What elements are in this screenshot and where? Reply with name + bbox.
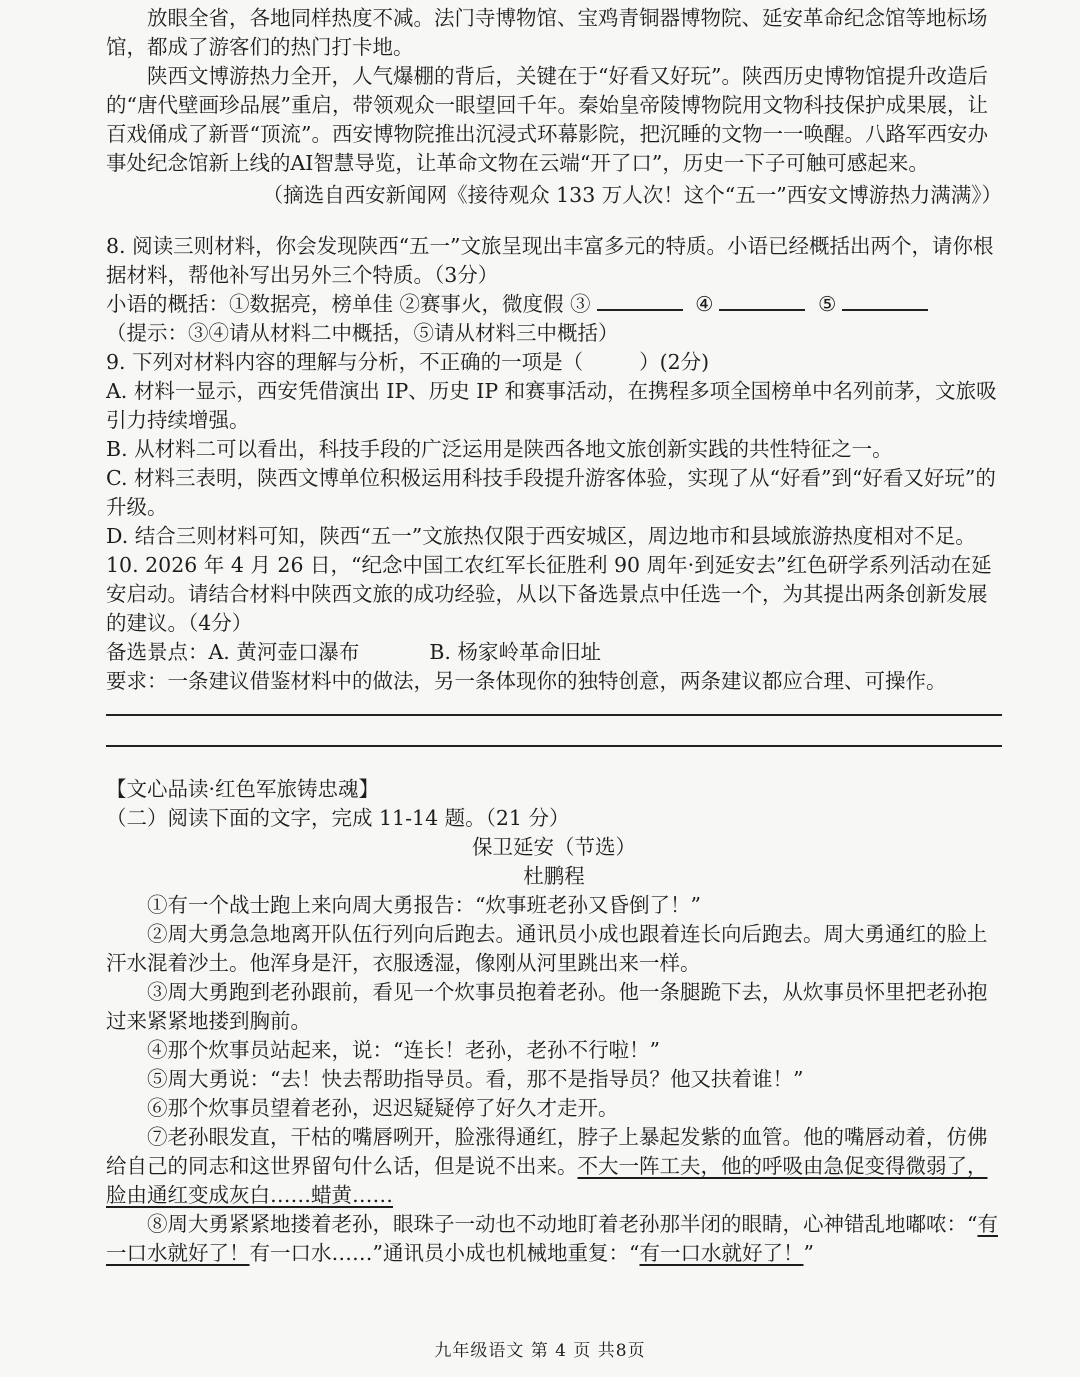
q10-options (106, 638, 1002, 667)
p8-text-a: ⑧周大勇紧紧地搂着老孙，眼珠子一动也不动地盯着老孙那半闭的眼睛，心神错乱地嘟哝：“ (147, 1212, 978, 1236)
passage-author: 杜鹏程 (523, 864, 585, 888)
p8-underlined-1: 有一口水就好了！ (106, 1212, 998, 1265)
q10-option-a: A. 黄河壶口瀑布 (208, 640, 360, 664)
answer-line-1[interactable] (106, 714, 1002, 716)
passage-paragraph-4: ④那个炊事员站起来，说：“连长！老孙，老孙不行啦！” (147, 1038, 660, 1062)
passage-body (106, 891, 1002, 1268)
p7-underlined-sentence: 不大一阵工夫，他的呼吸由急促变得微弱了，脸由通红变成灰白……蜡黄…… (106, 1154, 988, 1207)
q9-option-b: B. 从材料二可以看出，科技手段的广泛运用是陕西各地文旅创新实践的共性特征之一。 (106, 437, 893, 461)
passage-paragraph-7 (106, 1123, 1002, 1210)
q10-stem: 10. 2026 年 4 月 26 日，“纪念中国工农红军长征胜利 90 周年·到延安去”红色研学系列活动在延安启动。请结合材料中陕西文旅的成功经验，从以下备选景点中任选一个，为其提出两条创新发展的建议。（4分） (106, 553, 992, 635)
passage-title: 保卫延安（节选） (472, 835, 636, 859)
q8-mark-4: ④ (695, 292, 714, 316)
q8-mark-5: ⑤ (818, 292, 837, 316)
q8-blank-5[interactable] (842, 295, 928, 311)
q8-blank-4[interactable] (719, 295, 805, 311)
material-paragraph-2: 陕西文博游热力全开，人气爆棚的背后，关键在于“好看又好玩”。陕西历史博物馆提升改造后的“唐代壁画珍品展”重启，带领观众一眼望回千年。秦始皇帝陵博物院用文物科技保护成果展，让百戏俑成了新晋“顶流”。西安博物院推出沉浸式环幕影院，把沉睡的文物一一唤醒。八路军西安办事处纪念馆新上线的AI智慧导览，让革命文物在云端“开了口”，历史一下子可触可感起来。 (106, 64, 988, 175)
q10-requirement: 要求：一条建议借鉴材料中的做法，另一条体现你的独特创意，两条建议都应合理、可操作。 (106, 669, 947, 693)
q8-summary: 小语的概括：①数据亮，榜单佳 ②赛事火，微度假 (106, 292, 564, 316)
reading-section (106, 775, 1002, 891)
passage-paragraph-5: ⑤周大勇说：“去！快去帮助指导员。看，那不是指导员？他又扶着谁！” (147, 1067, 804, 1091)
passage-paragraph-2: ②周大勇急急地离开队伍行列向后跑去。通讯员小成也跟着连长向后跑去。周大勇通红的脸上汗水混着沙土。他浑身是汗，衣服透湿，像刚从河里跳出来一样。 (106, 922, 988, 975)
passage-paragraph-8 (106, 1210, 1002, 1268)
material-paragraph-1: 放眼全省，各地同样热度不减。法门寺博物馆、宝鸡青铜器博物院、延安革命纪念馆等地标场馆，都成了游客们的热门打卡地。 (106, 6, 988, 59)
q8-stem: 8. 阅读三则材料，你会发现陕西“五一”文旅呈现出丰富多元的特质。小语已经概括出两个，请你根据材料，帮他补写出另外三个特质。（3分） (106, 234, 994, 287)
q8-summary-line (106, 290, 1002, 319)
page-footer: 九年级语文 第 4 页 共8页 (434, 1341, 646, 1361)
p8-text-b: 有一口水……”通讯员小成也机械地重复：“ (249, 1241, 640, 1265)
passage-paragraph-3: ③周大勇跑到老孙跟前，看见一个炊事员抱着老孙。他一条腿跪下去，从炊事员怀里把老孙抱过来紧紧地搂到胸前。 (106, 980, 988, 1033)
q9-stem (106, 348, 1002, 377)
question-9 (106, 348, 1002, 551)
section-heading: 【文心品读·红色军旅铸忠魂】 (106, 777, 380, 801)
section-instruction: （二）阅读下面的文字，完成 11-14 题。（21 分） (106, 806, 570, 830)
q9-stem-a: 9. 下列对材料内容的理解与分析，不正确的一项是（ (106, 350, 584, 374)
p7-text: ⑦老孙眼发直，干枯的嘴唇咧开，脸涨得通红，脖子上暴起发紫的血管。他的嘴唇动着，仿佛给自己的同志和这世界留句什么话，但是说不出来。 (106, 1125, 988, 1178)
passage-paragraph-1: ①有一个战士跑上来向周大勇报告：“炊事班老孙又昏倒了！” (147, 893, 701, 917)
question-10 (106, 551, 1002, 747)
q9-option-d: D. 结合三则材料可知，陕西“五一”文旅热仅限于西安城区，周边地市和县域旅游热度相对不足。 (106, 524, 976, 548)
passage-paragraph-6: ⑥那个炊事员望着老孙，迟迟疑疑停了好久才走开。 (147, 1096, 619, 1120)
q10-options-label: 备选景点： (106, 640, 209, 664)
p8-underlined-2: 有一口水就好了！ (639, 1241, 804, 1265)
q8-mark-3: ③ (570, 292, 591, 316)
q9-option-c: C. 材料三表明，陕西文博单位积极运用科技手段提升游客体验，实现了从“好看”到“好看又好玩”的升级。 (106, 466, 996, 519)
material-source: （摘选自西安新闻网《接待观众 133 万人次！这个“五一”西安文博游热力满满》） (262, 183, 1002, 207)
answer-line-2[interactable] (106, 745, 1002, 747)
q9-option-a: A. 材料一显示，西安凭借演出 IP、历史 IP 和赛事活动，在携程多项全国榜单中名列前茅，文旅吸引力持续增强。 (106, 379, 997, 432)
q9-stem-b: ）(2分) (639, 350, 710, 374)
p8-text-c: ” (803, 1241, 814, 1265)
q8-blank-3[interactable] (597, 295, 683, 311)
q10-option-b: B. 杨家岭革命旧址 (429, 640, 601, 664)
question-8 (106, 232, 1002, 348)
q8-hint: （提示：③④请从材料二中概括，⑤请从材料三中概括） (106, 321, 619, 345)
